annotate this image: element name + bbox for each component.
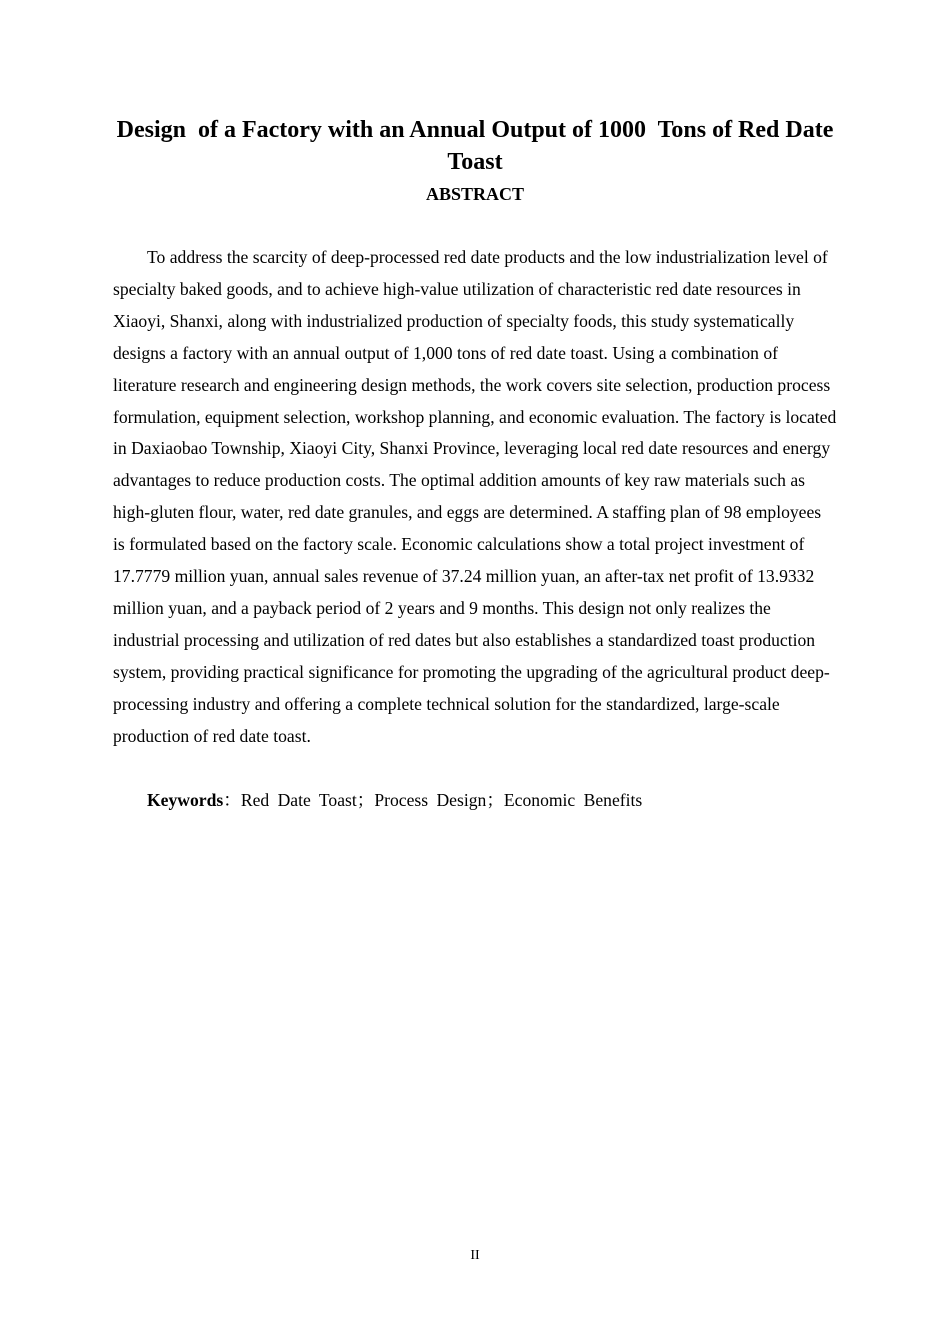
keywords-separator: ： [223,790,241,810]
keywords-line [113,785,837,817]
document-title: Design of a Factory with an Annual Output of 1000 Tons of Red Date Toast [116,117,839,175]
keywords-label: Keywords [147,790,224,810]
keywords-text: Red Date Toast；Process Design；Economic Benefits [240,790,643,810]
abstract-heading: ABSTRACT [425,184,525,204]
abstract-body: To address the scarcity of deep-processed red date products and the low industrialization level of specialty baked goods, and to achieve high-value utilization of characteristic red date resources in Xiaoyi, Shanxi, along with industrialized production of specialty foods, this study systematically designs a factory with an annual output of 1,000 tons of red date toast. Using a combination of literature research and engineering design methods, the work covers site selection, production process formulation, equipment selection, workshop planning, and economic evaluation. The factory is located in Daxiaobao Township, Xiaoyi City, Shanxi Province, leveraging local red date resources and energy advantages to reduce production costs. The optimal addition amounts of key raw materials such as high-gluten flour, water, red date granules, and eggs are determined. A staffing plan of 98 employees is formulated based on the factory scale. Economic calculations show a total project investment of 17.7779 million yuan, annual sales revenue of 37.24 million yuan, an after-tax net profit of 13.9332 million yuan, and a payback period of 2 years and 9 months. This design not only realizes the industrial processing and utilization of red dates but also establishes a standardized toast production system, providing practical significance for promoting the upgrading of the agricultural product deep-processing industry and offering a complete technical solution for the standardized, large-scale production of red date toast. [113,247,837,746]
page-number: II [470,1248,480,1263]
